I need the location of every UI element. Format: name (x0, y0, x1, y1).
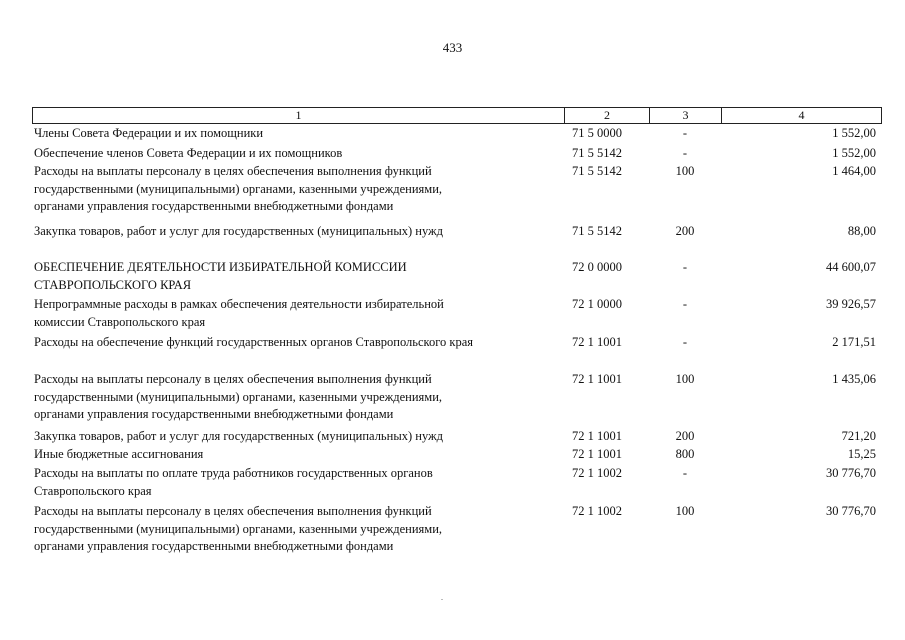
row-type: 200 (675, 224, 695, 238)
row-name-line: Обеспечение членов Совета Федерации и их помощников (34, 146, 343, 160)
row-sum: 1 435,06 (832, 372, 876, 386)
row-name-line: комиссии Ставропольского края (34, 314, 206, 329)
row-code: 72 1 1001 (572, 335, 622, 349)
row-code: 72 0 0000 (572, 260, 622, 274)
row-code: 71 5 5142 (572, 146, 622, 160)
row-sum: 15,25 (847, 447, 876, 461)
row-sum: 30 776,70 (826, 504, 876, 518)
row-name-line: государственными (муниципальными) органами, казенными учреждениями, (34, 389, 443, 404)
table-header (32, 107, 882, 124)
row-type: 200 (675, 429, 695, 443)
scan-speck (441, 599, 443, 600)
row-type: - (682, 466, 688, 480)
row-name (34, 428, 564, 446)
row-name-line: органами управления государственными внебюджетными фондами (34, 539, 394, 554)
row-name-line: Закупка товаров, работ и услуг для государственных (муниципальных) нужд (34, 224, 444, 238)
row-type: 100 (675, 504, 695, 518)
row-name-line: органами управления государственными внебюджетными фондами (34, 199, 394, 214)
row-name-line: Ставропольского края (34, 483, 152, 498)
row-name (34, 145, 564, 163)
row-code: 72 1 1002 (572, 466, 622, 480)
row-code: 72 1 1002 (572, 504, 622, 518)
row-name (34, 446, 564, 464)
row-name-line: Расходы на выплаты персоналу в целях обеспечения выполнения функций (34, 164, 432, 178)
row-name-line: Расходы на выплаты персоналу в целях обеспечения выполнения функций (34, 372, 432, 386)
row-name-line: Непрограммные расходы в рамках обеспечения деятельности избирательной (34, 297, 444, 311)
row-type: 800 (675, 447, 695, 461)
row-code: 72 1 1001 (572, 429, 622, 443)
row-name (34, 223, 564, 241)
row-sum: 1 552,00 (832, 146, 876, 160)
row-name-line: Расходы на выплаты персоналу в целях обеспечения выполнения функций (34, 504, 432, 518)
header-col-3: 3 (650, 108, 722, 123)
row-type: - (682, 126, 688, 140)
row-code: 71 5 5142 (572, 224, 622, 238)
row-sum: 1 552,00 (832, 126, 876, 140)
row-code: 71 5 0000 (572, 126, 622, 140)
row-name-line: ОБЕСПЕЧЕНИЕ ДЕЯТЕЛЬНОСТИ ИЗБИРАТЕЛЬНОЙ КОМИССИИ (34, 260, 407, 274)
row-sum: 2 171,51 (832, 335, 876, 349)
row-type: - (682, 260, 688, 274)
row-name (34, 125, 564, 143)
row-code: 72 1 1001 (572, 372, 622, 386)
row-name-line: Расходы на выплаты по оплате труда работников государственных органов (34, 466, 433, 480)
row-sum: 1 464,00 (832, 164, 876, 178)
row-name (34, 259, 564, 294)
row-name-line: Иные бюджетные ассигнования (34, 447, 204, 461)
row-type: - (682, 335, 688, 349)
row-name (34, 334, 564, 352)
row-name (34, 503, 564, 556)
row-code: 72 1 1001 (572, 447, 622, 461)
row-name-line: государственными (муниципальными) органами, казенными учреждениями, (34, 521, 443, 536)
row-sum: 39 926,57 (826, 297, 876, 311)
row-name-line: органами управления государственными внебюджетными фондами (34, 407, 394, 422)
row-type: - (682, 146, 688, 160)
row-sum: 88,00 (847, 224, 876, 238)
row-sum: 30 776,70 (826, 466, 876, 480)
row-sum: 721,20 (841, 429, 876, 443)
row-type: 100 (675, 164, 695, 178)
row-name (34, 163, 564, 216)
row-name-line: государственными (муниципальными) органами, казенными учреждениями, (34, 181, 443, 196)
row-name-line: Члены Совета Федерации и их помощники (34, 126, 264, 140)
row-type: 100 (675, 372, 695, 386)
row-name (34, 465, 564, 500)
row-name-line: СТАВРОПОЛЬСКОГО КРАЯ (34, 277, 192, 292)
row-sum: 44 600,07 (826, 260, 876, 274)
row-name (34, 296, 564, 331)
row-code: 71 5 5142 (572, 164, 622, 178)
header-col-4: 4 (798, 108, 805, 122)
page-number: 433 (442, 40, 463, 55)
row-type: - (682, 297, 688, 311)
row-code: 72 1 0000 (572, 297, 622, 311)
row-name (34, 371, 564, 424)
row-name-line: Закупка товаров, работ и услуг для государственных (муниципальных) нужд (34, 429, 444, 443)
header-col-2: 2 (565, 108, 650, 123)
header-col-1: 1 (33, 108, 565, 123)
row-name-line: Расходы на обеспечение функций государственных органов Ставропольского края (34, 335, 474, 349)
